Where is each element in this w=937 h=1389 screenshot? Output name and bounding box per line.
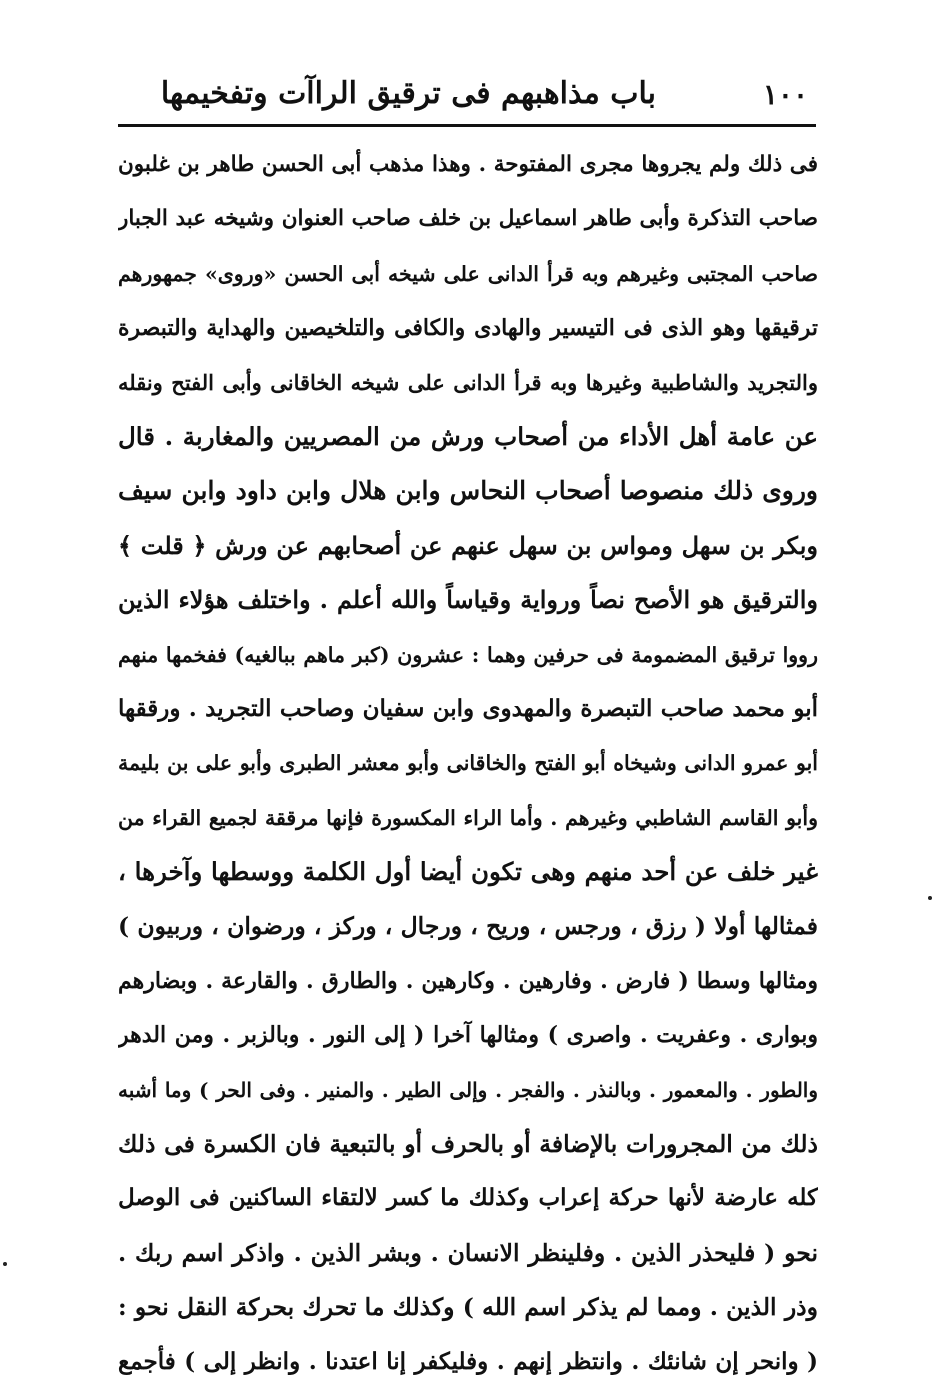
text-line: ومثالها وسطا ( فارض . وفارهين . وكارهين . والطارق . والقارعة . وبضارهم: [118, 967, 818, 994]
text-line: والطور . والمعمور . وبالنذر . والفجر . وإلى الطير . والمنير . وفى الحر ) وما أشبه: [118, 1077, 818, 1102]
text-line: عن عامة أهل الأداء من أصحاب ورش من المصريين والمغاربة . قال: [118, 421, 818, 451]
running-header: [118, 70, 816, 120]
text-line: أبو عمرو الدانى وشيخاه أبو الفتح والخاقانى وأبو معشر الطبرى وأبو على بن بليمة: [118, 751, 818, 776]
text-line: ترقيقها وهو الذى فى التيسير والهادى والكافى والتلخيصين والهداية والتبصرة: [118, 315, 818, 342]
text-line: وبكر بن سهل ومواس بن سهل عنهم عن أصحابهم عن ورش ﴿ قلت ﴾: [118, 530, 818, 560]
text-line: وبوارى . وعفريت . واصرى ) ومثالها آخرا ( إلى النور . وبالزبر . ومن الدهر: [118, 1022, 818, 1049]
text-line: ( وانحر إن شانئك . وانتظر إنهم . وفليكفر إنا اعتدنا . وانظر إلى ) فأجمع: [118, 1347, 818, 1375]
text-line: والترقيق هو الأصح نصاً ورواية وقياساً والله أعلم . واختلف هؤلاء الذين: [118, 585, 818, 615]
scan-speck: [928, 896, 932, 900]
text-line: رووا ترقيق المضمومة فى حرفين وهما : عشرون (كبر ماهم ببالغيه) ففخمها منهم: [118, 642, 818, 667]
chapter-title: باب مذاهبهم فى ترقيق الراآت وتفخيمها: [160, 76, 656, 111]
text-line: كله عارضة لأنها حركة إعراب وكذلك ما كسر لالتقاء الساكنين فى الوصل: [118, 1184, 818, 1212]
text-line: فمثالها أولا ( رزق ، ورجس ، وريح ، ورجال ، وركز ، ورضوان ، وربيون ): [118, 912, 818, 941]
text-line: غير خلف عن أحد منهم وهى تكون أيضا أول الكلمة ووسطها وآخرها ،: [118, 857, 818, 887]
text-line: والتجريد والشاطبية وغيرها وبه قرأ الدانى على شيخه الخاقانى وأبى الفتح ونقله: [118, 369, 818, 395]
header-rule: [118, 124, 816, 127]
scan-speck: [3, 1262, 7, 1266]
text-line: أبو محمد صاحب التبصرة والمهدوى وابن سفيان وصاحب التجريد . ورققها: [118, 694, 818, 722]
text-line: نحو ( فليحذر الذين . وفلينظر الانسان . وبشر الذين . واذكر اسم ربك .: [118, 1238, 818, 1267]
text-line: فى ذلك ولم يجروها مجرى المفتوحة . وهذا مذهب أبى الحسن طاهر بن غلبون: [118, 152, 818, 177]
text-line: وذر الذين . ومما لم يذكر اسم الله ) وكذلك ما تحرك بحركة النقل نحو :: [118, 1293, 818, 1322]
text-line: وروى ذلك منصوصا أصحاب النحاس وابن هلال وابن داود وابن سيف: [118, 476, 818, 506]
text-line: وأبو القاسم الشاطبي وغيرهم . وأما الراء المكسورة فإنها مرققة لجميع القراء من: [118, 805, 818, 830]
page-number: ١٠٠: [762, 78, 808, 111]
body-text: [118, 138, 818, 1389]
text-line: صاحب المجتبى وغيرهم وبه قرأ الدانى على شيخه أبى الحسن «وروى» جمهورهم: [118, 261, 818, 286]
text-line: صاحب التذكرة وأبى طاهر اسماعيل بن خلف صاحب العنوان وشيخه عبد الجبار: [118, 206, 818, 232]
text-line: ذلك من المجرورات بالإضافة أو بالحرف أو بالتبعية فان الكسرة فى ذلك: [118, 1130, 818, 1159]
